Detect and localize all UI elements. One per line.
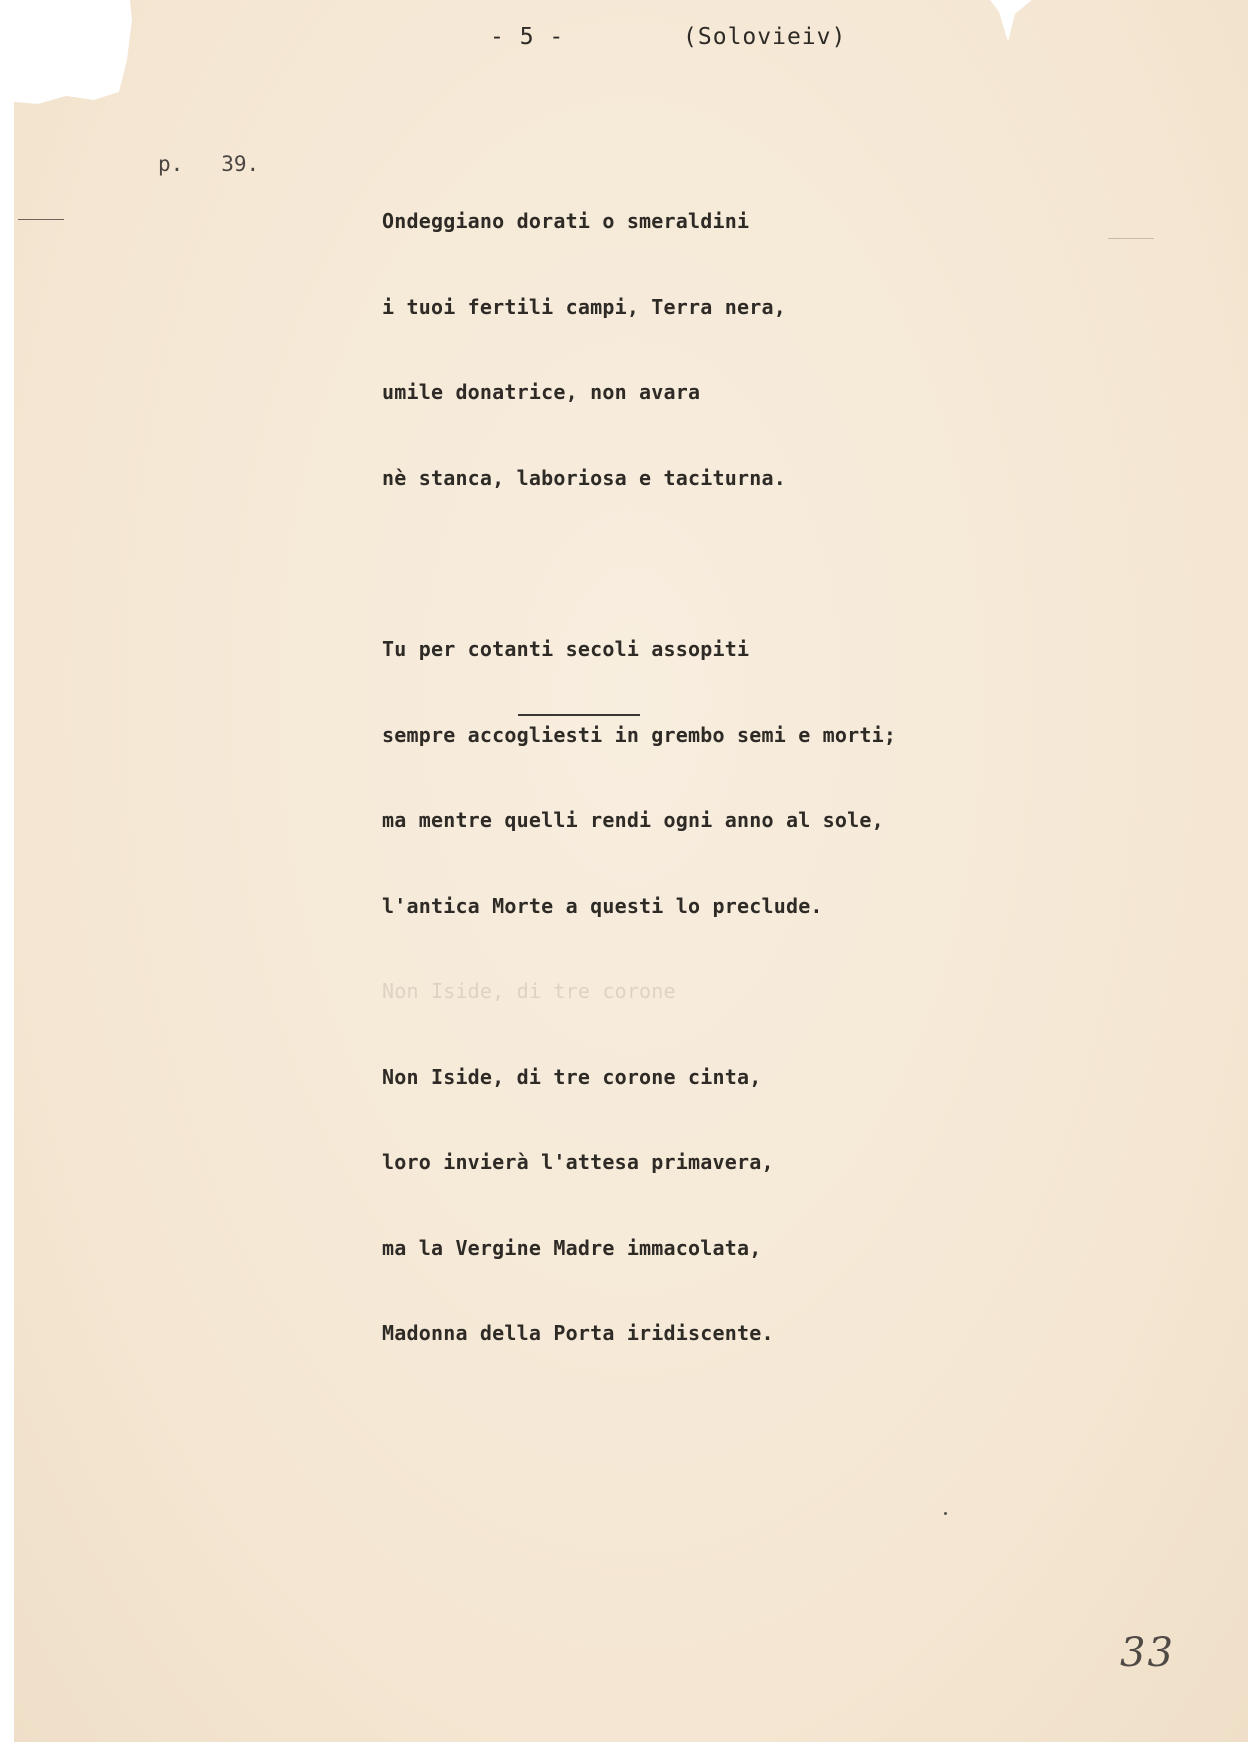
poem-line: Tu per cotanti secoli assopiti [382,637,750,661]
poem-line: loro invierà l'attesa primavera, [382,1150,774,1174]
erased-line: Non Iside, di tre corone [382,979,676,1003]
poem-line: ma mentre quelli rendi ogni anno al sole, [382,808,884,832]
ink-speck [944,1512,947,1515]
poem-line: Ondeggiano dorati o smeraldini [382,209,750,233]
stanza-break [382,549,896,578]
margin-mark [18,219,64,220]
poem-line: Non Iside, di tre corone cinta, [382,1064,762,1089]
poem-line: ma la Vergine Madre immacolata, [382,1235,762,1260]
closing-rule [518,714,640,716]
author-name: (Solovieiv) [683,24,847,50]
poem-line: l'antica Morte a questi lo preclude. [382,893,823,918]
poem-text [382,150,896,1405]
handwritten-sheet-number: 33 [1120,1630,1175,1676]
page-number-marker: - 5 - [490,24,565,50]
page-header [490,24,846,50]
poem-line: i tuoi fertili campi, Terra nera, [382,294,786,319]
poem-line: Madonna della Porta iridiscente. [382,1321,774,1345]
poem-line: nè stanca, laboriosa e taciturna. [382,465,786,490]
poem-line: umile donatrice, non avara [382,380,701,404]
margin-mark-right [1108,238,1154,239]
page-reference: p. 39. [158,152,260,176]
poem-line: sempre accogliesti in grembo semi e morti; [382,722,897,747]
